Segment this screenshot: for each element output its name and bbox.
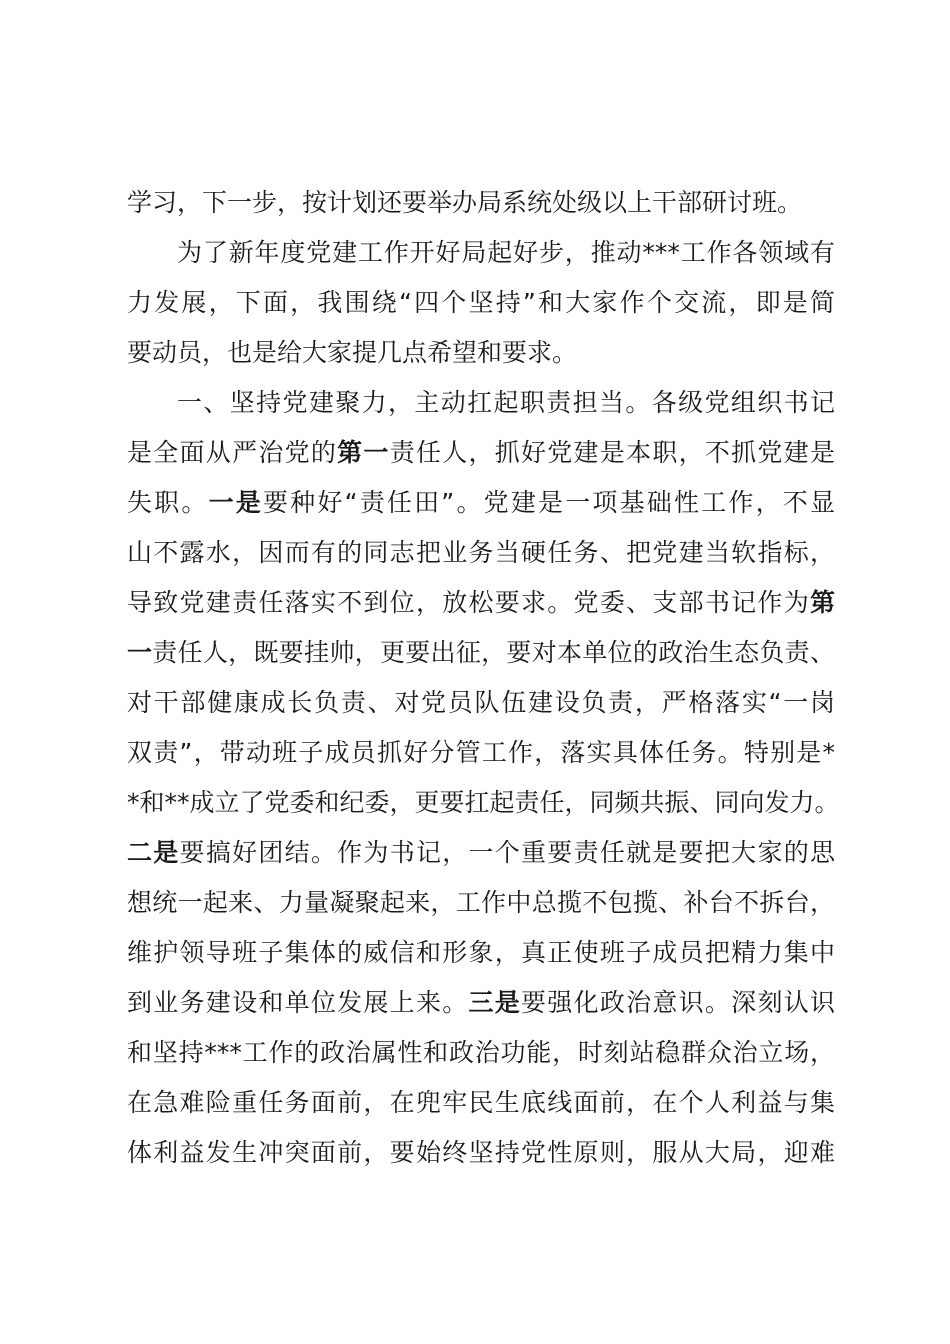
text-line <box>127 478 835 528</box>
text-segment: 一、坚持党建聚力，主动扛起职责担当。各级党组织书记 <box>177 388 835 417</box>
text-line <box>127 528 835 578</box>
text-segment: 学习，下一步，按计划还要举办局系统处级以上干部研讨班。 <box>127 188 803 217</box>
text-line <box>127 678 835 728</box>
text-segment: 力发展，下面，我围绕“四个坚持”和大家作个交流，即是简 <box>127 288 835 317</box>
text-line <box>127 578 835 628</box>
text-line <box>127 928 835 978</box>
bold-text-segment: 一 <box>127 638 153 667</box>
text-segment: 责任人，既要挂帅，更要出征，要对本单位的政治生态负责、 <box>152 638 835 667</box>
text-line <box>127 228 835 278</box>
text-segment: 为了新年度党建工作开好局起好步，推动***工作各领域有 <box>177 238 835 267</box>
text-line <box>127 878 835 928</box>
text-line <box>127 178 835 228</box>
document-body <box>127 178 840 1178</box>
text-segment: 和坚持***工作的政治属性和政治功能，时刻站稳群众治立场， <box>127 1038 835 1067</box>
text-segment: 维护领导班子集体的威信和形象，真正使班子成员把精力集中 <box>127 938 835 967</box>
text-line <box>127 978 835 1028</box>
text-segment: 要强化政治意识。深刻认识 <box>521 988 835 1017</box>
text-line <box>127 1128 835 1178</box>
text-segment: 双责”，带动班子成员抓好分管工作，落实具体任务。特别是* <box>127 738 835 767</box>
text-segment: *和**成立了党委和纪委，更要扛起责任，同频共振、同向发力。 <box>127 788 840 817</box>
text-segment: 山不露水，因而有的同志把业务当硬任务、把党建当软指标， <box>127 538 835 567</box>
text-segment: 到业务建设和单位发展上来。 <box>127 988 469 1017</box>
text-line <box>127 328 835 378</box>
text-segment: 要种好“责任田”。党建是一项基础性工作，不显 <box>262 488 835 517</box>
text-line <box>127 378 835 428</box>
text-line <box>127 1028 835 1078</box>
text-line <box>127 778 840 828</box>
bold-text-segment: 第一 <box>337 438 390 467</box>
text-line <box>127 828 835 878</box>
text-segment: 是全面从严治党的 <box>127 438 338 467</box>
text-segment: 导致党建责任落实不到位，放松要求。党委、支部书记作为 <box>127 588 810 617</box>
text-segment: 责任人，抓好党建是本职，不抓党建是 <box>389 438 835 467</box>
text-segment: 对干部健康成长负责、对党员队伍建设负责，严格落实“一岗 <box>127 688 835 717</box>
bold-text-segment: 二是 <box>127 838 180 867</box>
text-line <box>127 1078 835 1128</box>
bold-text-segment: 第 <box>809 588 835 617</box>
text-segment: 要搞好团结。作为书记，一个重要责任就是要把大家的思 <box>179 838 835 867</box>
text-segment: 要动员，也是给大家提几点希望和要求。 <box>127 338 578 367</box>
text-segment: 想统一起来、力量凝聚起来，工作中总揽不包揽、补台不拆台， <box>127 888 835 917</box>
text-segment: 失职。 <box>127 488 209 517</box>
text-line <box>127 428 835 478</box>
text-line <box>127 628 835 678</box>
text-line <box>127 278 835 328</box>
bold-text-segment: 三是 <box>468 988 522 1017</box>
text-segment: 体利益发生冲突面前，要始终坚持党性原则，服从大局，迎难 <box>127 1138 835 1167</box>
text-line <box>127 728 835 778</box>
bold-text-segment: 一是 <box>208 488 263 517</box>
text-segment: 在急难险重任务面前，在兜牢民生底线面前，在个人利益与集 <box>127 1088 835 1117</box>
